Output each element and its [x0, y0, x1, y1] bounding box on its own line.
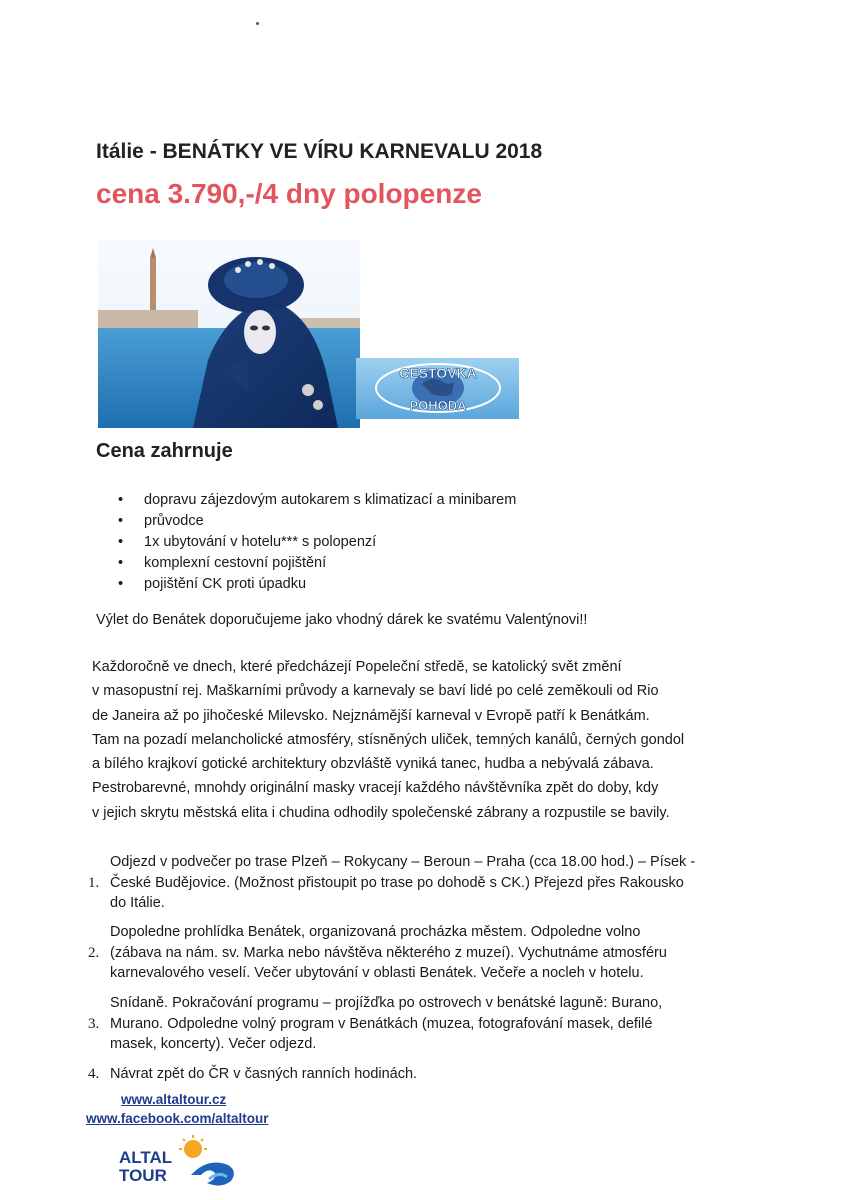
cestovka-pohoda-logo [356, 358, 519, 419]
day-line: karnevalového veselí. Večer ubytování v oblasti Benátek. Večeře a nocleh v hotelu. [110, 965, 644, 981]
paragraph-line: Pestrobarevné, mnohdy originální masky vracejí každého návštěvníka zpět do doby, kdy [92, 780, 659, 797]
bullet: • [118, 513, 124, 529]
itinerary-day-3 [88, 993, 788, 1055]
list-item-text: průvodce [144, 513, 204, 529]
includes-heading: Cena zahrnuje [96, 440, 233, 462]
bullet: • [118, 492, 124, 508]
day-line: do Itálie. [110, 895, 165, 911]
list-item [96, 532, 516, 553]
day-line: České Budějovice. (Možnost přistoupit po trase po dohodě s CK.) Přejezd přes Rakousko [110, 874, 684, 891]
paragraph-line: de Janeira až po jihočeské Milevsko. Nejznámější karneval v Evropě patří k Benátkám. [92, 707, 650, 724]
day-line: Murano. Odpoledne volný program v Benátkách (muzea, fotografování masek, defilé [110, 1015, 653, 1032]
list-item [96, 490, 516, 511]
logo-text-bottom: POHODA [409, 398, 467, 413]
logo-text-top: CESTOVKA [399, 365, 477, 381]
paragraph-line: v masopustní rej. Maškarními průvody a karnevaly se baví lidé po celé zeměkouli od Rio [92, 683, 659, 700]
venice-carnival-mask-photo [98, 240, 360, 428]
itinerary-day-4 [88, 1064, 788, 1086]
list-item [96, 574, 516, 595]
day-line: (zábava na nám. sv. Marka nebo návštěva některého z muzeí). Vychutnáme atmosféru [110, 944, 667, 961]
includes-list [96, 490, 516, 595]
bullet: • [118, 555, 124, 571]
logo-text-altal: ALTAL [119, 1148, 173, 1167]
bullet: • [118, 576, 124, 592]
day-line: Návrat zpět do ČR v časných ranních hodinách. [110, 1066, 418, 1082]
day-number: 2. [88, 945, 100, 961]
day-line: masek, koncerty). Večer odjezd. [110, 1036, 317, 1052]
scan-speck [256, 22, 259, 25]
description-paragraph [92, 655, 684, 825]
facebook-link[interactable]: www.facebook.com/altaltour [86, 1111, 269, 1126]
paragraph-line: Každoročně ve dnech, které předcházejí Popeleční středě, se katolický svět změní [92, 659, 622, 675]
list-item-text: pojištění CK proti úpadku [144, 576, 307, 592]
day-line: Dopoledne prohlídka Benátek, organizovaná procházka městem. Odpoledne volno [110, 924, 641, 940]
logo-text-tour: TOUR [119, 1166, 167, 1185]
website-link[interactable]: www.altaltour.cz [121, 1092, 227, 1107]
list-item-text: dopravu zájezdovým autokarem s klimatizací a minibarem [144, 492, 517, 508]
list-item [96, 553, 516, 574]
day-number: 4. [88, 1066, 100, 1082]
bullet: • [118, 534, 124, 550]
paragraph-line: a bílého krajkoví gotické architektury obzvláště vyniká tanec, hudba a nebývalá zábava. [92, 756, 654, 773]
altal-tour-logo [113, 1135, 249, 1190]
list-item-text: komplexní cestovní pojištění [144, 555, 327, 571]
paragraph-line: v jejich skrytu městská elita i chudina odhodily společenské zábrany a rozpustile se bavily. [92, 804, 670, 821]
day-number: 3. [88, 1016, 100, 1032]
paragraph-line: Tam na pozadí melancholické atmosféry, stísněných uliček, temných kanálů, černých gondol [92, 731, 685, 748]
price-heading: cena 3.790,-/4 dny polopenze [96, 178, 482, 209]
list-item [96, 511, 516, 532]
itinerary-day-2 [88, 922, 788, 984]
valentine-note: Výlet do Benátek doporučujeme jako vhodný dárek ke svatému Valentýnovi!! [96, 612, 588, 628]
day-number: 1. [88, 875, 100, 891]
itinerary-day-1 [88, 852, 788, 914]
day-line: Snídaně. Pokračování programu – projížďka po ostrovech v benátské laguně: Burano, [110, 995, 663, 1011]
list-item-text: 1x ubytování v hotelu*** s polopenzí [144, 534, 377, 550]
sun-wave-icon [179, 1135, 234, 1186]
page-title: Itálie - BENÁTKY VE VÍRU KARNEVALU 2018 [96, 140, 543, 163]
day-line: Odjezd v podvečer po trase Plzeň – Rokycany – Beroun – Praha (cca 18.00 hod.) – Písek - [110, 854, 696, 870]
